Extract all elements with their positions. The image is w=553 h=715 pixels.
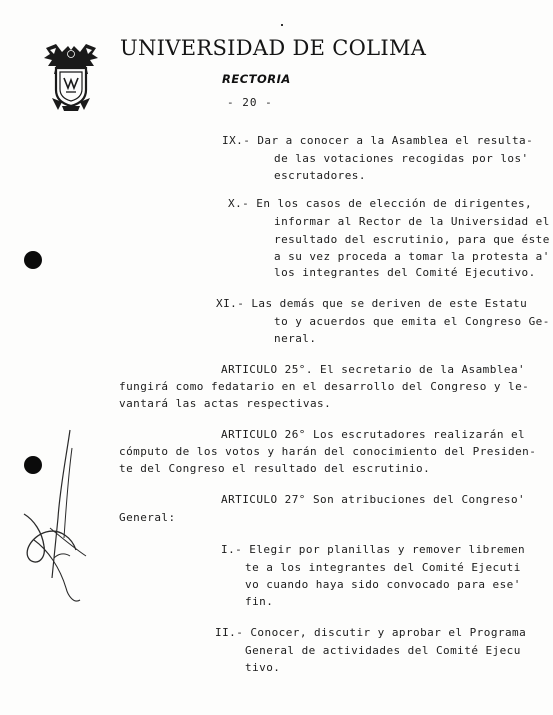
university-crest-logo: [42, 40, 100, 112]
page-number: - 20 -: [227, 96, 273, 109]
item-ii-line: General de actividades del Comité Ejecu: [245, 644, 521, 657]
article-26-line: ARTICULO 26° Los escrutadores realizarán el: [221, 428, 526, 441]
punch-hole: [24, 251, 42, 269]
item-i-line: te a los integrantes del Comité Ejecuti: [245, 561, 521, 574]
article-27-line: General:: [119, 511, 176, 524]
speck-mark: [281, 24, 283, 26]
paragraph-ix-line: escrutadores.: [274, 169, 366, 182]
university-title: UNIVERSIDAD DE COLIMA: [120, 36, 427, 60]
paragraph-x-line: resultado del escrutinio, para que éste: [274, 233, 550, 246]
paragraph-xi-line: neral.: [274, 332, 317, 345]
office-label: RECTORIA: [222, 72, 291, 86]
paragraph-x-line: a su vez proceda a tomar la protesta a': [274, 250, 550, 263]
paragraph-x-line: informar al Rector de la Universidad el: [274, 215, 550, 228]
paragraph-x-line: los integrantes del Comité Ejecutivo.: [274, 266, 536, 279]
handwritten-signature: [14, 428, 104, 608]
paragraph-xi-line: XI.- Las demás que se deriven de este Estatu: [216, 297, 528, 310]
item-i-line: vo cuando haya sido convocado para ese': [245, 578, 521, 591]
item-i-line: fin.: [245, 595, 274, 608]
article-27-line: ARTICULO 27° Son atribuciones del Congreso': [221, 493, 526, 506]
article-26-line: te del Congreso el resultado del escrutinio.: [119, 462, 431, 475]
article-25-line: vantará las actas respectivas.: [119, 397, 332, 410]
item-i-line: I.- Elegir por planillas y remover libremen: [221, 543, 526, 556]
article-26-line: cómputo de los votos y harán del conocimiento del Presiden-: [119, 445, 537, 458]
paragraph-ix-line: de las votaciones recogidas por los': [274, 152, 529, 165]
paragraph-ix-line: IX.- Dar a conocer a la Asamblea el resulta-: [222, 134, 534, 147]
paragraph-xi-line: to y acuerdos que emita el Congreso Ge-: [274, 315, 550, 328]
article-25-line: fungirá como fedatario en el desarrollo del Congreso y le-: [119, 380, 530, 393]
article-25-line: ARTICULO 25°. El secretario de la Asamblea': [221, 363, 526, 376]
item-ii-line: tivo.: [245, 661, 281, 674]
paragraph-x-line: X.- En los casos de elección de dirigentes,: [228, 197, 533, 210]
item-ii-line: II.- Conocer, discutir y aprobar el Programa: [215, 626, 527, 639]
